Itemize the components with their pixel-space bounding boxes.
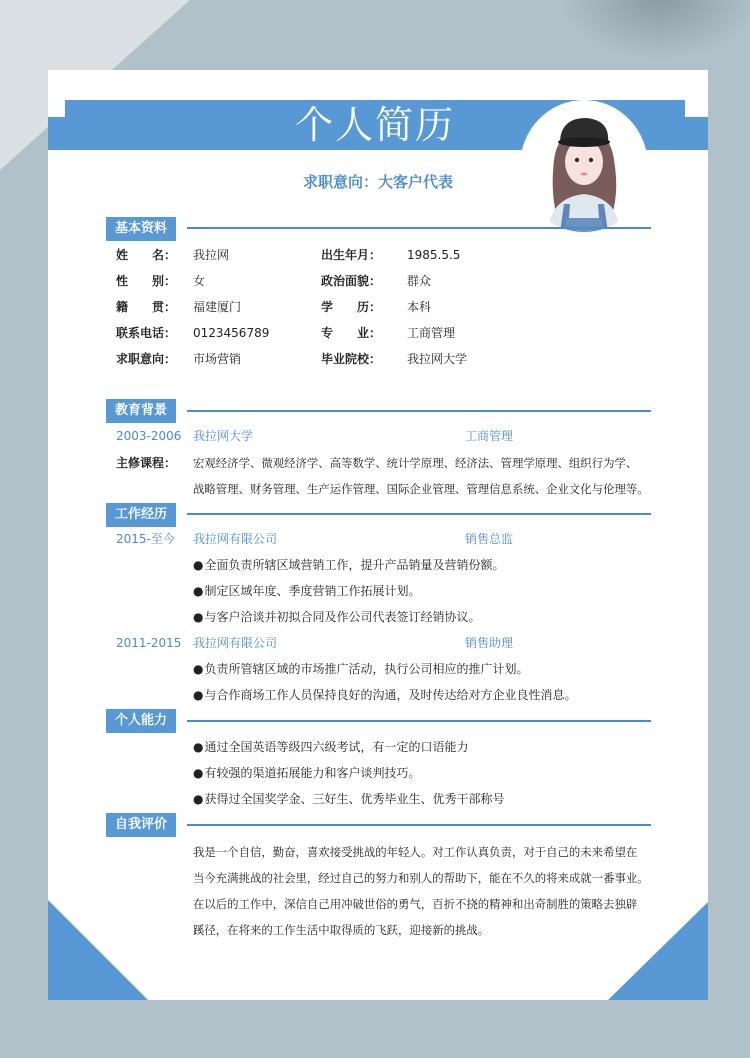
info-value-gender: 女 xyxy=(193,274,206,288)
section-divider xyxy=(187,720,651,722)
education-major: 工商管理 xyxy=(465,429,514,443)
info-value-degree: 本科 xyxy=(407,300,432,314)
section-divider xyxy=(187,513,651,515)
self-eval-line: 当今充满挑战的社会里，经过自己的努力和别人的帮助下，能在不久的将来成就一番事业。 xyxy=(193,871,649,885)
info-value-objective: 市场营销 xyxy=(193,352,242,366)
section-title-skills: 个人能力 xyxy=(106,709,176,733)
info-label: 毕业院校： xyxy=(321,352,382,366)
job-period: 2011-2015 xyxy=(116,636,182,650)
avatar-illustration-icon xyxy=(520,100,648,232)
job-duty: ● 与合作商场工作人员保持良好的沟通，及时传达给对方企业良性消息。 xyxy=(193,687,577,703)
info-value-major: 工商管理 xyxy=(407,326,456,340)
info-label: 出生年月： xyxy=(321,248,382,262)
skill-item: ● 通过全国英语等级四六级考试，有一定的口语能力 xyxy=(193,739,469,755)
info-value-name: 我拉网 xyxy=(193,248,230,262)
job-duty: ● 负责所管辖区域的市场推广活动，执行公司相应的推广计划。 xyxy=(193,661,529,677)
job-period: 2015-至今 xyxy=(116,532,175,546)
self-eval-line: 在以后的工作中，深信自己用冲破世俗的勇气，百折不挠的精神和出奇制胜的策略去独辟 xyxy=(193,897,638,911)
section-title-self-evaluation: 自我评价 xyxy=(106,813,176,837)
skill-item: ● 获得过全国奖学金、三好生、优秀毕业生、优秀干部称号 xyxy=(193,791,505,807)
self-eval-line: 蹊径，在将来的工作生活中取得质的飞跃，迎接新的挑战。 xyxy=(193,923,490,937)
info-value-hometown: 福建厦门 xyxy=(193,300,242,314)
courses-line: 战略管理、财务管理、生产运作管理、国际企业管理、管理信息系统、企业文化与伦理等。 xyxy=(193,482,649,496)
info-label: 专 业： xyxy=(321,326,382,340)
info-label: 性 别： xyxy=(116,274,177,288)
education-period: 2003-2006 xyxy=(116,429,182,443)
info-label: 政治面貌： xyxy=(321,274,382,288)
section-title-education: 教育背景 xyxy=(106,399,176,423)
section-divider xyxy=(187,410,651,412)
job-objective-subtitle: 求职意向：大客户代表 xyxy=(302,173,453,191)
job-position: 销售总监 xyxy=(465,532,514,546)
resume-page xyxy=(48,70,708,1000)
section-title-work: 工作经历 xyxy=(106,503,176,527)
courses-line: 宏观经济学、微观经济学、高等数学、统计学原理、经济法、管理学原理、组织行为学、 xyxy=(193,456,638,470)
section-divider xyxy=(187,227,651,229)
job-duty: ● 制定区域年度、季度营销工作拓展计划。 xyxy=(193,583,421,599)
corner-triangle-bottom-left xyxy=(48,900,148,1000)
header-band-tab-right xyxy=(683,117,708,150)
avatar xyxy=(520,100,648,232)
corner-triangle-bottom-right xyxy=(608,902,708,1000)
info-label: 学 历： xyxy=(321,300,382,314)
page-title: 个人简历 xyxy=(294,103,455,147)
education-school: 我拉网大学 xyxy=(193,429,254,443)
info-value-school: 我拉网大学 xyxy=(407,352,468,366)
info-label: 求职意向： xyxy=(116,352,177,366)
job-position: 销售助理 xyxy=(465,636,514,650)
info-value-birth: 1985.5.5 xyxy=(407,248,461,262)
section-divider xyxy=(187,824,651,826)
job-duty: ● 与客户洽谈并初拟合同及作公司代表签订经销协议。 xyxy=(193,609,481,625)
job-duty: ● 全面负责所辖区域营销工作，提升产品销量及营销份额。 xyxy=(193,557,505,573)
info-value-political: 群众 xyxy=(407,274,432,288)
section-title-basic-info: 基本资料 xyxy=(106,217,176,241)
info-label: 姓 名： xyxy=(116,248,177,262)
background-shadow xyxy=(560,0,750,60)
job-company: 我拉网有限公司 xyxy=(193,532,278,546)
courses-label: 主修课程： xyxy=(116,456,177,470)
job-company: 我拉网有限公司 xyxy=(193,636,278,650)
self-eval-line: 我是一个自信，勤奋，喜欢接受挑战的年轻人。对工作认真负责，对于自己的未来希望在 xyxy=(193,845,638,859)
info-label: 籍 贯： xyxy=(116,300,177,314)
skill-item: ● 有较强的渠道拓展能力和客户谈判技巧。 xyxy=(193,765,421,781)
info-value-phone: 0123456789 xyxy=(193,326,270,340)
info-label: 联系电话： xyxy=(116,326,177,340)
